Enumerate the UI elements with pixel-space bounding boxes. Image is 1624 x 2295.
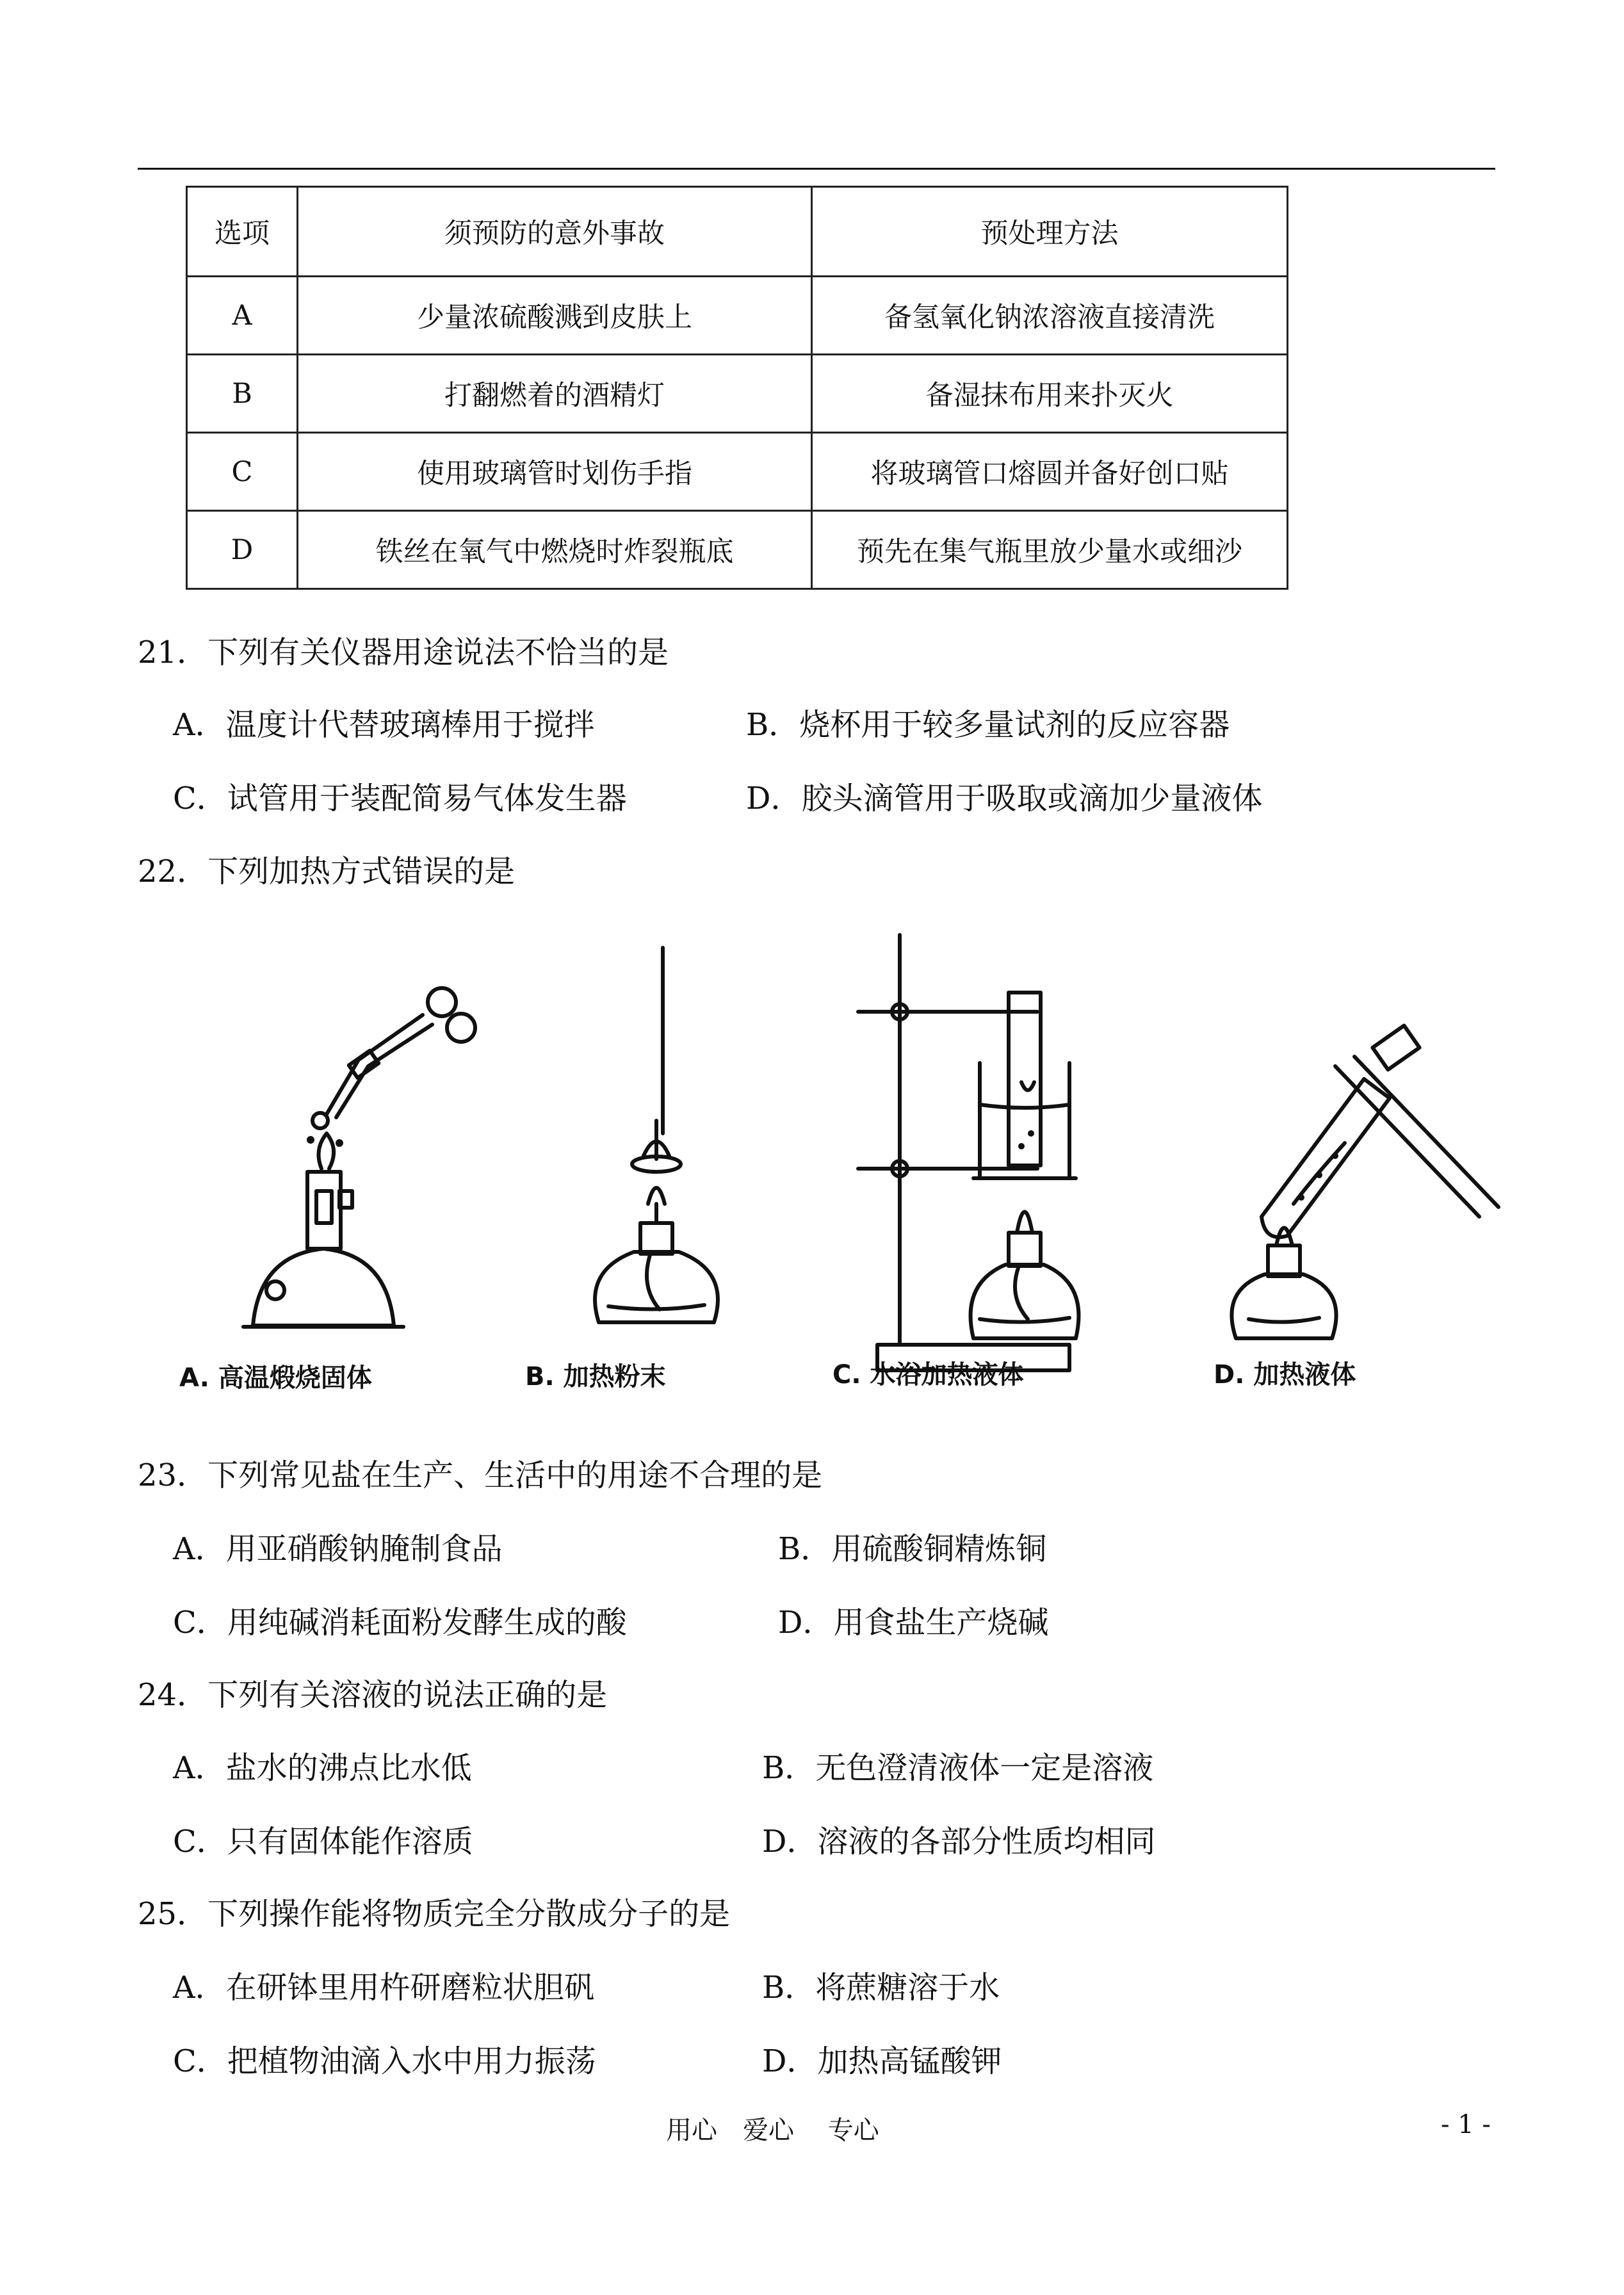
question-23-option-a: A．用亚硝酸钠腌制食品 xyxy=(173,1531,503,1567)
question-25-option-d: D．加热高锰酸钾 xyxy=(762,2043,1002,2079)
table-header-cell: 预处理方法 xyxy=(812,187,1288,277)
question-24-stem: 24．下列有关溶液的说法正确的是 xyxy=(138,1677,608,1713)
table-cell: D xyxy=(187,511,298,589)
table-cell: 将玻璃管口熔圆并备好创口贴 xyxy=(812,433,1288,511)
question-21-option-d: D．胶头滴管用于吸取或滴加少量液体 xyxy=(746,781,1263,816)
question-21-option-a: A．温度计代替玻璃棒用于搅拌 xyxy=(173,707,595,743)
figure-caption-d: D. 加热液体 xyxy=(1214,1360,1356,1390)
table-cell: 预先在集气瓶里放少量水或细沙 xyxy=(812,511,1288,589)
question-21-option-c: C．试管用于装配简易气体发生器 xyxy=(173,781,627,816)
question-24-option-d: D．溶液的各部分性质均相同 xyxy=(762,1824,1156,1860)
question-24-option-a: A．盐水的沸点比水低 xyxy=(173,1750,472,1786)
question-25-option-b: B．将蔗糖溶于水 xyxy=(762,1970,1000,2006)
page-number: - 1 - xyxy=(1441,2110,1491,2139)
heating-methods-figure xyxy=(147,922,1505,1409)
table-cell: 少量浓硫酸溅到皮肤上 xyxy=(298,277,812,355)
question-25-option-c: C．把植物油滴入水中用力振荡 xyxy=(173,2043,596,2079)
question-23-option-b: B．用硫酸铜精炼铜 xyxy=(778,1531,1047,1567)
question-21-option-b: B．烧杯用于较多量试剂的反应容器 xyxy=(746,707,1230,743)
question-23-option-d: D．用食盐生产烧碱 xyxy=(778,1605,1049,1641)
table-row xyxy=(187,433,1288,511)
table-cell: 铁丝在氧气中燃烧时炸裂瓶底 xyxy=(298,511,812,589)
question-21-stem: 21．下列有关仪器用途说法不恰当的是 xyxy=(138,635,669,670)
question-25-stem: 25．下列操作能将物质完全分散成分子的是 xyxy=(138,1896,731,1932)
question-24-option-c: C．只有固体能作溶质 xyxy=(173,1824,473,1860)
heating-apparatus-illustration xyxy=(147,922,1505,1409)
figure-caption-a: A. 高温煅烧固体 xyxy=(179,1363,372,1393)
accident-table xyxy=(186,186,1288,590)
figure-caption-c: C. 水浴加热液体 xyxy=(832,1360,1024,1390)
table-header-cell: 选项 xyxy=(187,187,298,277)
table-cell: C xyxy=(187,433,298,511)
table-cell: 备氢氧化钠浓溶液直接清洗 xyxy=(812,277,1288,355)
header-rule xyxy=(138,168,1495,170)
table-cell: 打翻燃着的酒精灯 xyxy=(298,355,812,433)
table-row xyxy=(187,511,1288,589)
table-cell: B xyxy=(187,355,298,433)
table-cell: 备湿抹布用来扑灭火 xyxy=(812,355,1288,433)
question-22-stem: 22．下列加热方式错误的是 xyxy=(138,854,516,889)
question-23-option-c: C．用纯碱消耗面粉发酵生成的酸 xyxy=(173,1605,627,1641)
question-25-option-a: A．在研钵里用杵研磨粒状胆矾 xyxy=(173,1970,595,2006)
table-header-cell: 须预防的意外事故 xyxy=(298,187,812,277)
question-23-stem: 23．下列常见盐在生产、生活中的用途不合理的是 xyxy=(138,1457,823,1493)
table-cell: A xyxy=(187,277,298,355)
table-row xyxy=(187,355,1288,433)
table-row xyxy=(187,277,1288,355)
table-cell: 使用玻璃管时划伤手指 xyxy=(298,433,812,511)
footer-motto: 用心 爱心 专心 xyxy=(666,2116,879,2145)
figure-caption-b: B. 加热粉末 xyxy=(525,1362,666,1391)
question-24-option-b: B．无色澄清液体一定是溶液 xyxy=(762,1750,1154,1786)
table-header-row xyxy=(187,187,1288,277)
